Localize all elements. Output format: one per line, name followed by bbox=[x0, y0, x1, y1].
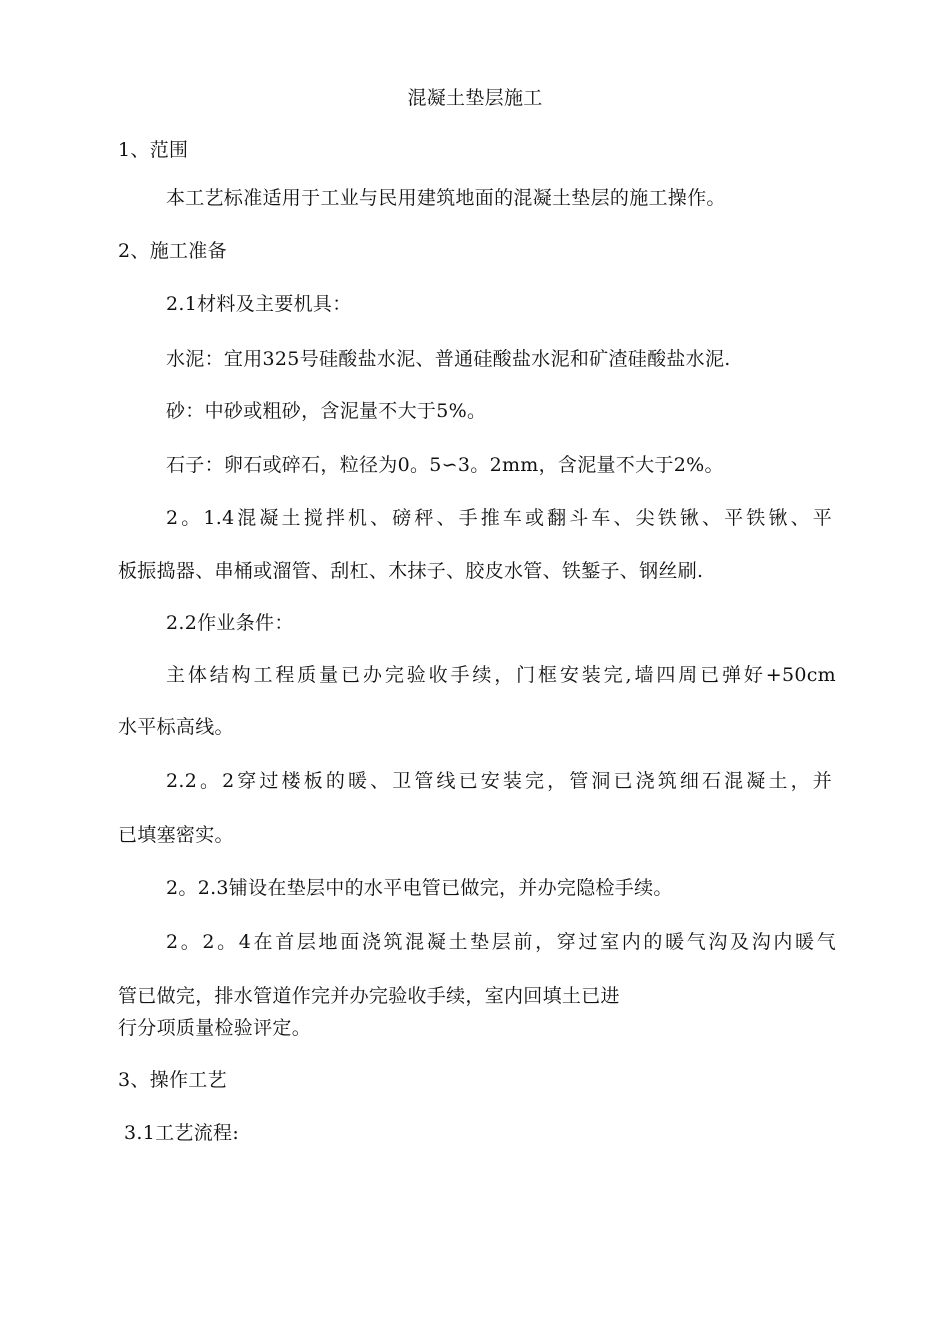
subheading-materials: 2.1材料及主要机具： bbox=[166, 293, 352, 315]
paragraph-condition4-line1: 2。2。4在首层地面浇筑混凝土垫层前，穿过室内的暖气沟及沟内暖气 bbox=[166, 931, 836, 953]
paragraph-cement: 水泥：宜用325号硅酸盐水泥、普通硅酸盐水泥和矿渣硅酸盐水泥. bbox=[166, 348, 731, 370]
paragraph-condition3: 2。2.3铺设在垫层中的水平电管已做完，并办完隐检手续。 bbox=[166, 877, 673, 899]
paragraph-condition4-line3: 行分项质量检验评定。 bbox=[118, 1017, 312, 1039]
paragraph-stone: 石子：卵石或碎石，粒径为0。5∽3。2mm，含泥量不大于2%。 bbox=[166, 454, 724, 476]
subheading-workflow: 3.1工艺流程: bbox=[124, 1122, 240, 1144]
paragraph-condition4-line2: 管已做完，排水管道作完并办完验收手续，室内回填土已进 bbox=[118, 985, 620, 1007]
paragraph-tools-line2: 板振捣器、串桶或溜管、刮杠、木抹子、胶皮水管、铁錾子、钢丝刷. bbox=[118, 560, 704, 582]
section-heading-preparation: 2、施工准备 bbox=[118, 240, 227, 262]
section-heading-process: 3、操作工艺 bbox=[118, 1069, 227, 1091]
paragraph-scope: 本工艺标准适用于工业与民用建筑地面的混凝土垫层的施工操作。 bbox=[166, 187, 726, 209]
document-title: 混凝土垫层施工 bbox=[407, 87, 543, 109]
section-heading-scope: 1、范围 bbox=[118, 139, 189, 161]
paragraph-condition1-line2: 水平标高线。 bbox=[118, 716, 234, 738]
paragraph-tools-line1: 2。1.4混凝土搅拌机、磅秤、手推车或翻斗车、尖铁锹、平铁锹、平 bbox=[166, 507, 832, 529]
subheading-conditions: 2.2作业条件： bbox=[166, 612, 294, 634]
paragraph-sand: 砂：中砂或粗砂，含泥量不大于5%。 bbox=[166, 400, 487, 422]
paragraph-condition2-line1: 2.2。2穿过楼板的暖、卫管线已安装完，管洞已浇筑细石混凝土，并 bbox=[166, 770, 832, 792]
paragraph-condition1-line1: 主体结构工程质量已办完验收手续，门框安装完,墙四周已弹好+50cm bbox=[166, 664, 836, 686]
paragraph-condition2-line2: 已填塞密实。 bbox=[118, 824, 234, 846]
